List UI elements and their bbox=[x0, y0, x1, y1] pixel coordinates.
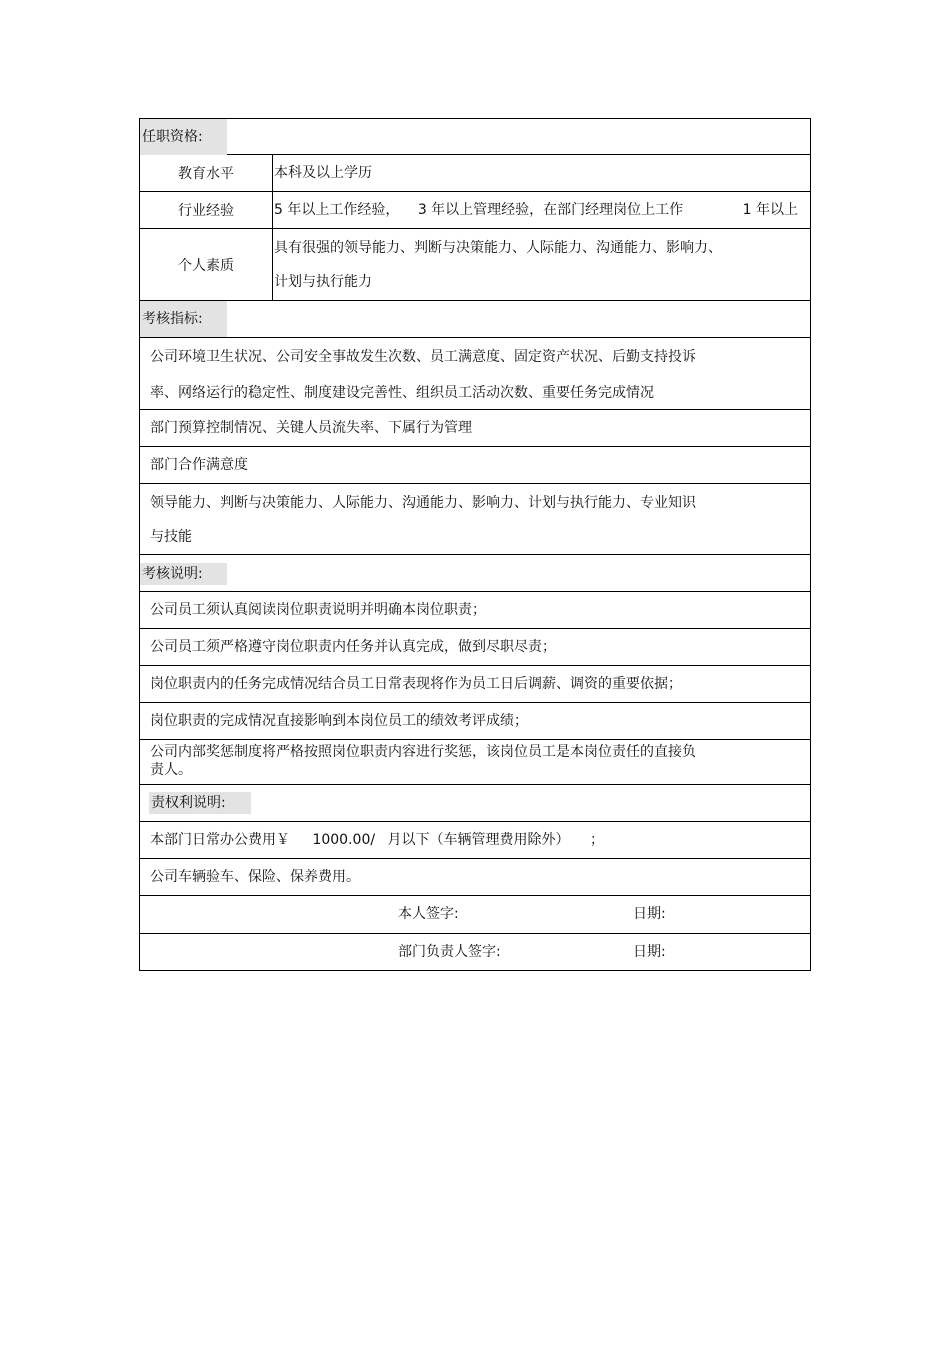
job-description-table bbox=[139, 118, 811, 971]
dept-date-label: 日期: bbox=[633, 944, 666, 960]
experience-row bbox=[139, 192, 811, 229]
kpi-item-4-line-2: 与技能 bbox=[150, 529, 192, 545]
experience-label: 行业经验 bbox=[140, 192, 273, 228]
education-value: 本科及以上学历 bbox=[274, 165, 372, 181]
qualifications-header-row bbox=[139, 118, 811, 155]
assessment-item-5-line-2: 责人。 bbox=[150, 762, 192, 778]
self-signature-label: 本人签字: bbox=[398, 906, 459, 922]
assessment-item-1: 公司员工须认真阅读岗位职责说明并明确本岗位职责； bbox=[139, 592, 811, 629]
kpi-title: 考核指标: bbox=[140, 301, 227, 337]
qualifications-title: 任职资格: bbox=[140, 119, 227, 155]
experience-years: 5 年以上工作经验， bbox=[274, 202, 400, 218]
kpi-item-3: 部门合作满意度 bbox=[139, 447, 811, 484]
rights-item-1-suffix: ； bbox=[589, 832, 604, 848]
experience-value bbox=[273, 192, 810, 228]
quality-label: 个人素质 bbox=[140, 229, 273, 300]
experience-manager-years: 1 年以上 bbox=[742, 202, 798, 218]
quality-row bbox=[139, 229, 811, 301]
kpi-item-1-line-1: 公司环境卫生状况、公司安全事故发生次数、员工满意度、固定资产状况、后勤支持投诉 bbox=[150, 349, 696, 365]
assessment-item-3: 岗位职责内的任务完成情况结合员工日常表现将作为员工日后调薪、调资的重要依据； bbox=[139, 666, 811, 703]
experience-management: 3 年以上管理经验，在部门经理岗位上工作 bbox=[417, 202, 684, 218]
self-date-label: 日期: bbox=[633, 906, 666, 922]
kpi-item-2: 部门预算控制情况、关键人员流失率、下属行为管理 bbox=[139, 410, 811, 447]
rights-item-1-prefix: 本部门日常办公费用￥ bbox=[150, 832, 290, 848]
assessment-item-4: 岗位职责的完成情况直接影响到本岗位员工的绩效考评成绩； bbox=[139, 703, 811, 740]
rights-item-1-amount: 1000.00/ bbox=[312, 832, 376, 848]
assessment-header-row bbox=[139, 555, 811, 592]
kpi-header-row bbox=[139, 301, 811, 338]
quality-value bbox=[273, 229, 810, 300]
kpi-item-4-line-1: 领导能力、判断与决策能力、人际能力、沟通能力、影响力、计划与执行能力、专业知识 bbox=[150, 495, 696, 511]
kpi-item-4 bbox=[139, 484, 811, 555]
kpi-item-1 bbox=[139, 338, 811, 410]
rights-item-2: 公司车辆验车、保险、保养费用。 bbox=[139, 859, 811, 896]
education-row bbox=[139, 155, 811, 192]
dept-signature-label: 部门负责人签字: bbox=[398, 944, 501, 960]
signature-row-self bbox=[139, 896, 811, 934]
assessment-item-5 bbox=[139, 740, 811, 785]
assessment-item-5-line-1: 公司内部奖惩制度将严格按照岗位职责内容进行奖惩，该岗位员工是本岗位责任的直接负 bbox=[150, 744, 696, 760]
rights-title: 责权利说明: bbox=[149, 792, 251, 814]
education-label: 教育水平 bbox=[140, 155, 273, 191]
rights-item-1 bbox=[139, 822, 811, 859]
rights-header-row bbox=[139, 785, 811, 822]
quality-line-1: 具有很强的领导能力、判断与决策能力、人际能力、沟通能力、影响力、 bbox=[274, 240, 722, 256]
quality-line-2: 计划与执行能力 bbox=[274, 274, 372, 290]
assessment-title: 考核说明: bbox=[140, 563, 227, 585]
kpi-item-1-line-2: 率、网络运行的稳定性、制度建设完善性、组织员工活动次数、重要任务完成情况 bbox=[150, 385, 654, 401]
rights-item-1-note: 月以下（车辆管理费用除外） bbox=[387, 832, 570, 848]
assessment-item-2: 公司员工须严格遵守岗位职责内任务并认真完成，做到尽职尽责； bbox=[139, 629, 811, 666]
signature-row-dept bbox=[139, 934, 811, 971]
